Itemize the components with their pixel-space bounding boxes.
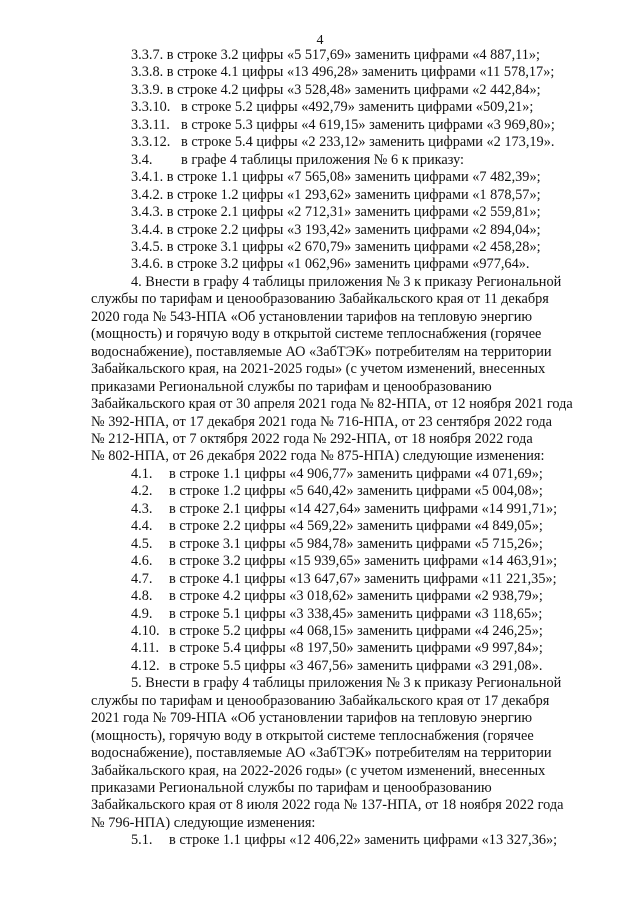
paragraph-line: водоснабжение), поставляемые АО «ЗабТЭК» потребителям на территории: [91, 745, 552, 762]
paragraph-line: Забайкальского края, на 2021-2025 годы» (с учетом изменений, внесенных: [91, 361, 546, 378]
paragraph-line: службы по тарифам и ценообразованию Забайкальского края от 11 декабря: [91, 291, 549, 308]
item-number: 3.3.11.: [131, 116, 170, 133]
paragraph-line: № 392-НПА, от 17 декабря 2021 года № 716-НПА, от 23 сентября 2022 года: [91, 413, 553, 430]
item-text: в строке 1.1 цифры «4 906,77» заменить цифрами «4 071,69»;: [169, 465, 543, 482]
list-item: 3.4.2. в строке 1.2 цифры «1 293,62» заменить цифрами «1 878,57»;: [131, 186, 541, 203]
item-text: в строке 5.4 цифры «8 197,50» заменить цифрами «9 997,84»;: [169, 640, 543, 657]
paragraph-line: № 802-НПА, от 26 декабря 2022 года № 875-НПА) следующие изменения:: [91, 448, 545, 465]
list-item: [91, 832, 587, 849]
list-item: 3.3.9. в строке 4.2 цифры «3 528,48» заменить цифрами «2 442,84»;: [131, 81, 541, 98]
item-number: 3.4.: [131, 151, 153, 168]
paragraph-line: (мощность), горячую воду в открытой системе теплоснабжения (горячее: [91, 727, 534, 744]
list-item: [91, 640, 587, 657]
item-text: в строке 5.5 цифры «3 467,56» заменить цифрами «3 291,08».: [169, 657, 543, 674]
item-number: 4.12.: [131, 657, 160, 674]
paragraph-line: водоснабжение), поставляемые АО «ЗабТЭК» потребителям на территории: [91, 343, 552, 360]
item-number: 4.3.: [131, 500, 153, 517]
item-number: 4.6.: [131, 553, 153, 570]
item-text: в строке 1.1 цифры «12 406,22» заменить цифрами «13 327,36»;: [169, 832, 558, 849]
item-number: 3.3.12.: [131, 134, 171, 151]
list-item: [91, 536, 587, 553]
list-item: [91, 553, 587, 570]
list-item: [91, 152, 587, 169]
item-text: в строке 4.1 цифры «13 647,67» заменить цифрами «11 221,35»;: [169, 570, 557, 587]
paragraph-line: приказами Региональной службы по тарифам и ценообразованию: [91, 780, 492, 797]
item-text: в строке 3.1 цифры «5 984,78» заменить цифрами «5 715,26»;: [169, 535, 543, 552]
item-number: 4.8.: [131, 588, 153, 605]
list-item: [91, 501, 587, 518]
list-item: [91, 466, 587, 483]
list-item: [91, 571, 587, 588]
paragraph-line: Забайкальского края, на 2022-2026 годы» (с учетом изменений, внесенных: [91, 762, 546, 779]
list-item: [91, 623, 587, 640]
paragraph-line: 2020 года № 543-НПА «Об установлении тарифов на тепловую энергию: [91, 308, 533, 325]
list-item: 3.4.5. в строке 3.1 цифры «2 670,79» заменить цифрами «2 458,28»;: [131, 238, 541, 255]
list-item: [91, 99, 587, 116]
paragraph-line: Забайкальского края от 30 апреля 2021 года № 82-НПА, от 12 ноября 2021 года: [91, 396, 573, 413]
item-number: 4.1.: [131, 465, 153, 482]
paragraph-line: 5. Внести в графу 4 таблицы приложения № 3 к приказу Региональной: [131, 675, 562, 692]
paragraph-line: приказами Региональной службы по тарифам и ценообразованию: [91, 378, 492, 395]
list-item: [91, 134, 587, 151]
list-item: [91, 483, 587, 500]
list-item: [91, 117, 587, 134]
item-text: в строке 2.2 цифры «4 569,22» заменить цифрами «4 849,05»;: [169, 518, 543, 535]
list-item: [91, 658, 587, 675]
paragraph-4: [91, 274, 587, 466]
list-item: 3.4.1. в строке 1.1 цифры «7 565,08» заменить цифрами «7 482,39»;: [131, 169, 541, 186]
paragraph-line: (мощность) и горячую воду в открытой системе теплоснабжения (горячее: [91, 326, 542, 343]
item-number: 4.7.: [131, 570, 153, 587]
item-text: в строке 1.2 цифры «5 640,42» заменить цифрами «5 004,08»;: [169, 483, 543, 500]
list-item: [91, 606, 587, 623]
list-item: 3.4.3. в строке 2.1 цифры «2 712,31» заменить цифрами «2 559,81»;: [131, 204, 541, 221]
item-text: в строке 5.4 цифры «2 233,12» заменить цифрами «2 173,19».: [181, 134, 555, 151]
page-number: 4: [316, 33, 324, 48]
item-text: в строке 5.1 цифры «3 338,45» заменить цифрами «3 118,65»;: [169, 605, 543, 622]
item-number: 4.10.: [131, 622, 160, 639]
item-text: в строке 5.2 цифры «4 068,15» заменить цифрами «4 246,25»;: [169, 622, 543, 639]
paragraph-line: службы по тарифам и ценообразованию Забайкальского края от 17 декабря: [91, 692, 550, 709]
list-item: 3.3.8. в строке 4.1 цифры «13 496,28» заменить цифрами «11 578,17»;: [131, 64, 555, 81]
list-item: [91, 518, 587, 535]
item-number: 4.9.: [131, 605, 153, 622]
item-text: в графе 4 таблицы приложения № 6 к приказу:: [181, 151, 465, 168]
item-text: в строке 5.3 цифры «4 619,15» заменить цифрами «3 969,80»;: [181, 116, 555, 133]
paragraph-line: № 796-НПА) следующие изменения:: [91, 814, 316, 831]
list-item: 3.3.7. в строке 3.2 цифры «5 517,69» заменить цифрами «4 887,11»;: [131, 47, 541, 63]
item-text: в строке 2.1 цифры «14 427,64» заменить цифрами «14 991,71»;: [169, 500, 558, 517]
list-item: 3.4.6. в строке 3.2 цифры «1 062,96» заменить цифрами «977,64».: [131, 256, 530, 273]
item-number: 4.5.: [131, 535, 153, 552]
paragraph-line: № 212-НПА, от 7 октября 2022 года № 292-НПА, от 18 ноября 2022 года: [91, 430, 533, 447]
item-number: 4.4.: [131, 518, 153, 535]
item-number: 4.2.: [131, 483, 153, 500]
item-text: в строке 5.2 цифры «492,79» заменить цифрами «509,21»;: [181, 99, 534, 116]
item-text: в строке 4.2 цифры «3 018,62» заменить цифрами «2 938,79»;: [169, 588, 543, 605]
item-number: 4.11.: [131, 640, 160, 657]
list-item: [91, 588, 587, 605]
list-item: 3.4.4. в строке 2.2 цифры «3 193,42» заменить цифрами «2 894,04»;: [131, 221, 541, 238]
paragraph-line: 4. Внести в графу 4 таблицы приложения № 3 к приказу Региональной: [131, 273, 562, 290]
document-body: [91, 47, 587, 850]
paragraph-line: Забайкальского края от 8 июля 2022 года № 137-НПА, от 18 ноября 2022 года: [91, 797, 564, 814]
paragraph-5: [91, 675, 587, 832]
paragraph-line: 2021 года № 709-НПА «Об установлении тарифов на тепловую энергию: [91, 710, 533, 727]
item-text: в строке 3.2 цифры «15 939,65» заменить цифрами «14 463,91»;: [169, 553, 558, 570]
item-number: 5.1.: [131, 832, 153, 849]
item-number: 3.3.10.: [131, 99, 171, 116]
